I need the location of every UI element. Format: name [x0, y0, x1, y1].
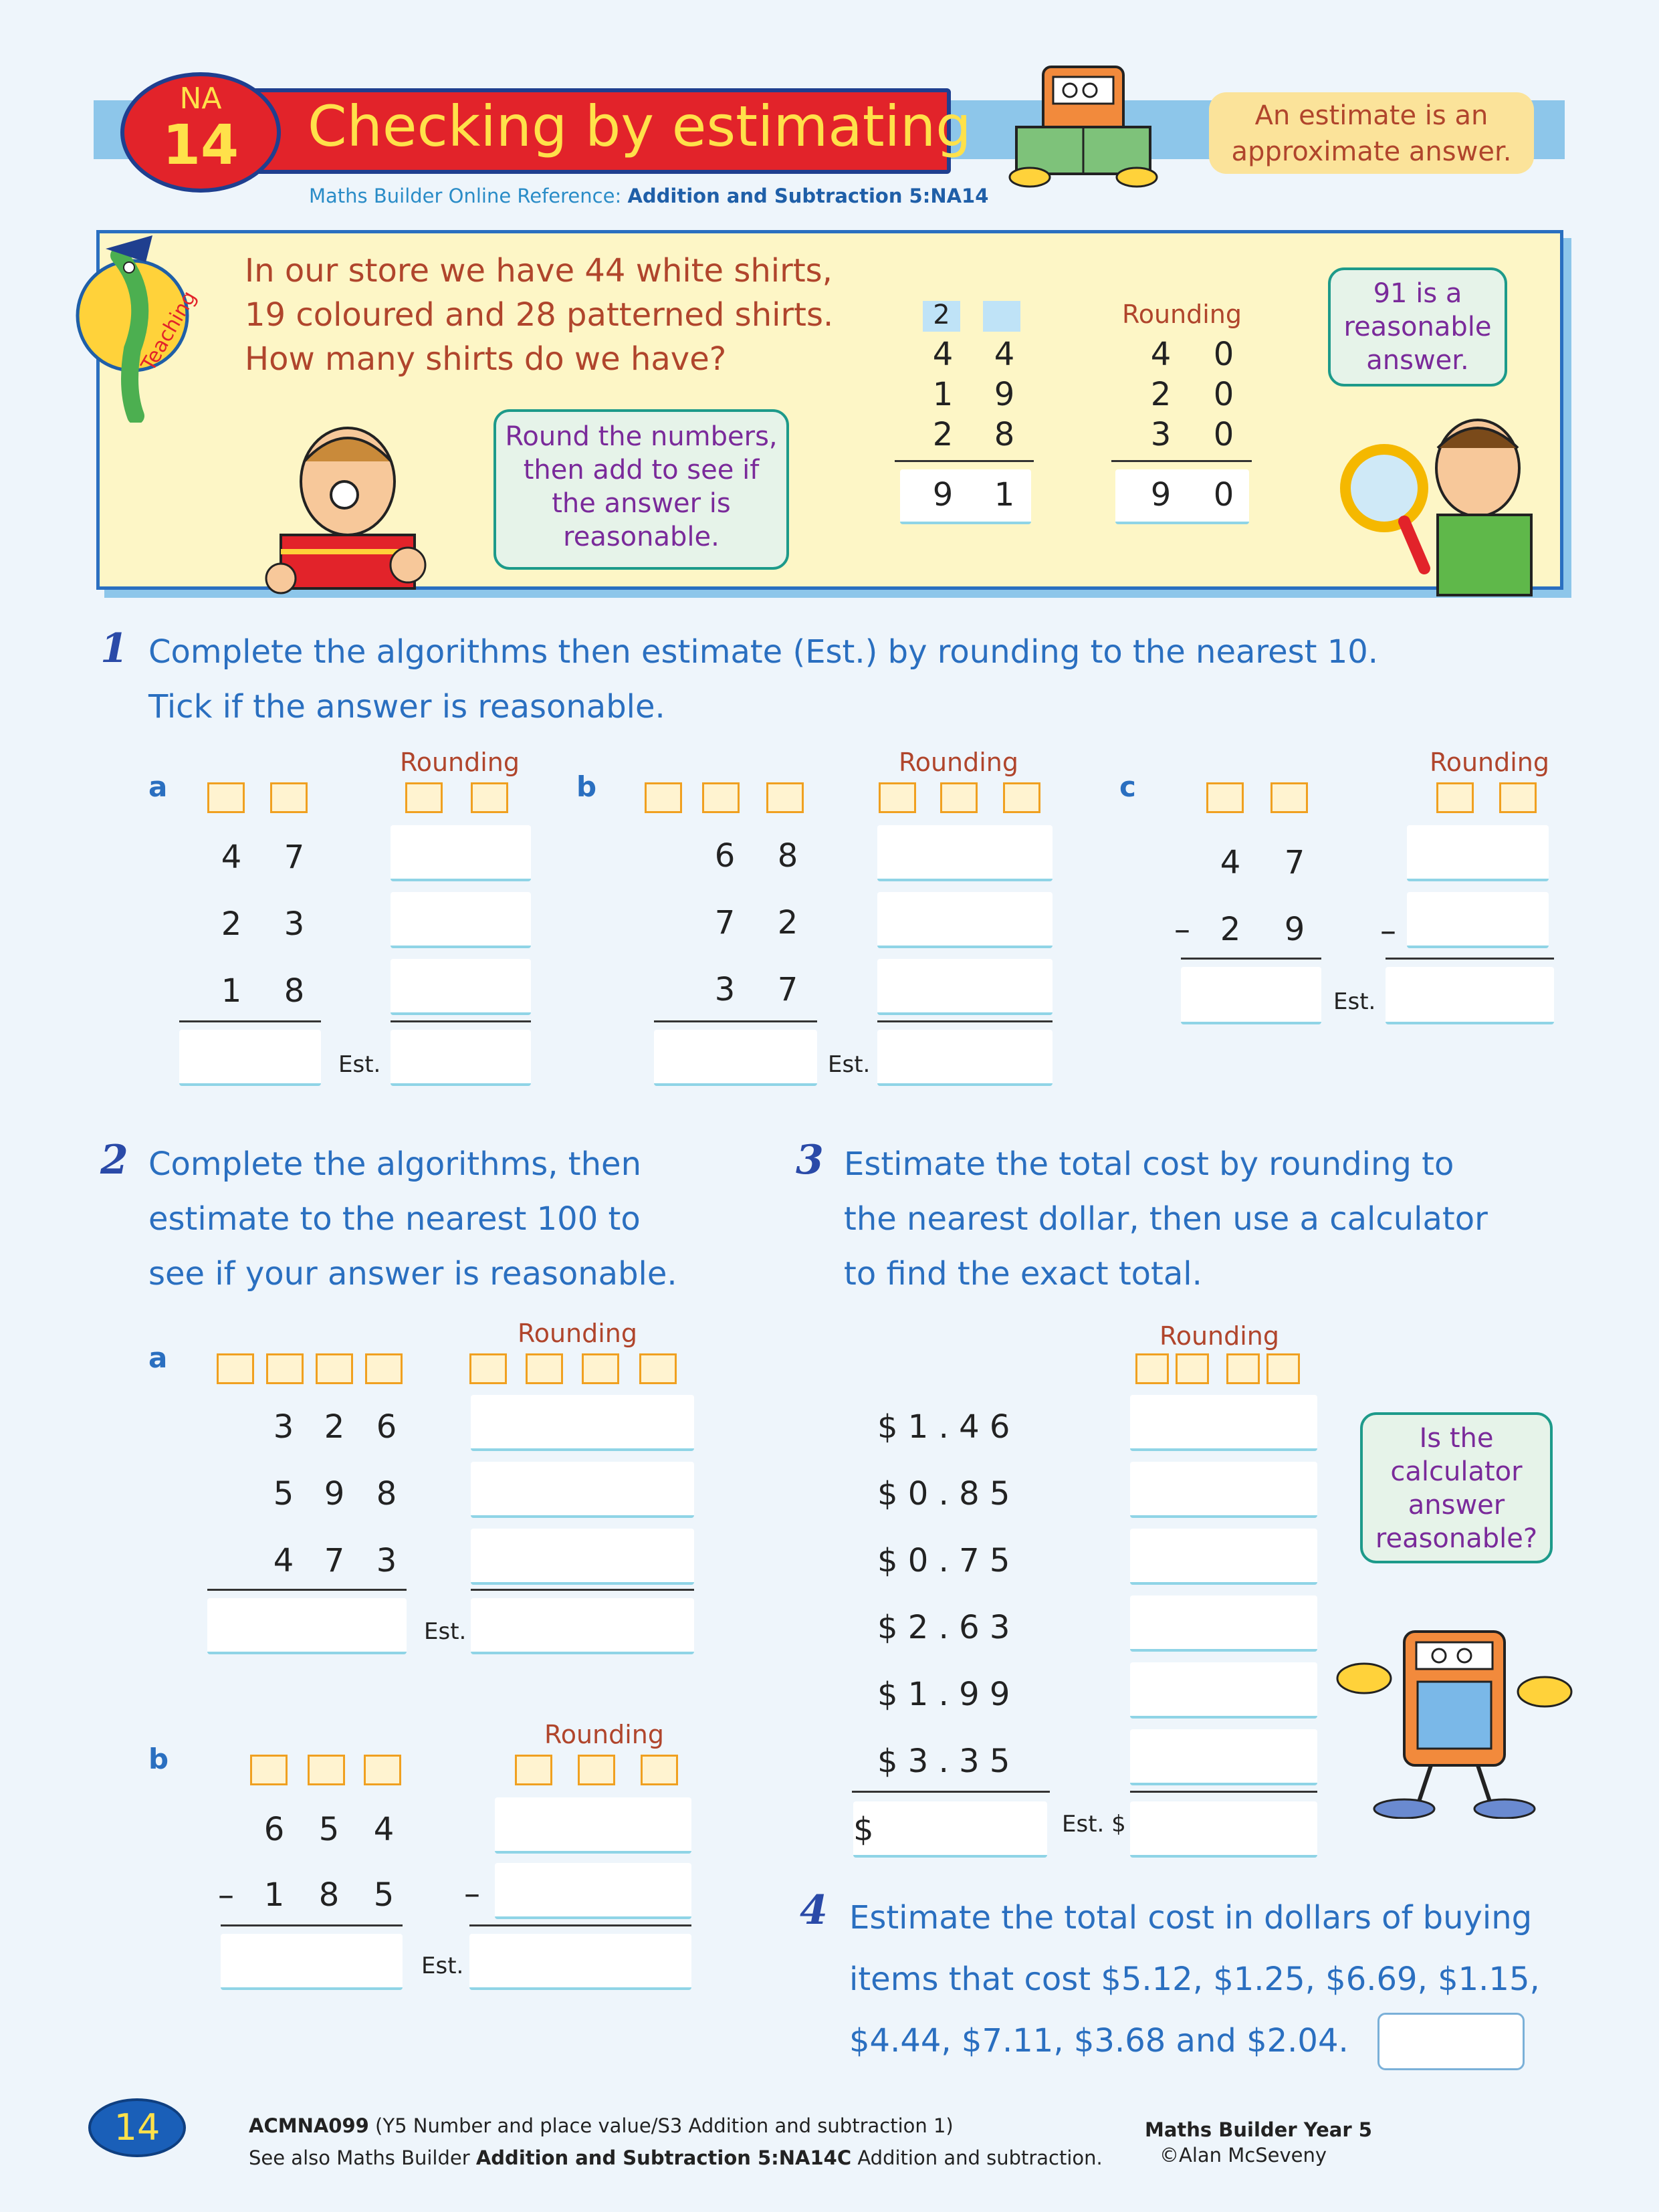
carry-box[interactable] [1499, 782, 1537, 813]
digit: 4 [1150, 336, 1172, 373]
digit: 8 [994, 416, 1015, 453]
bubble-line: answer. [1366, 345, 1469, 376]
digit: 2 [1150, 376, 1172, 413]
rounding-input[interactable] [877, 959, 1053, 1015]
answer-input[interactable] [1181, 967, 1321, 1024]
carry-box[interactable] [766, 782, 804, 813]
online-reference: Maths Builder Online Reference: Addition and Subtraction 5:NA14 [309, 185, 989, 207]
carry-box[interactable] [879, 782, 916, 813]
price-3: $ 0 . 7 5 [877, 1542, 1010, 1579]
q2-line1: Complete the algorithms, then [148, 1145, 641, 1183]
digit: 8 [376, 1475, 397, 1513]
rounding-input[interactable] [1130, 1462, 1317, 1518]
magnifying-glass-boy-illustration [1337, 401, 1565, 609]
estimate-input[interactable] [877, 1030, 1053, 1086]
rounding-input[interactable] [1130, 1729, 1317, 1785]
rounding-input[interactable] [495, 1797, 691, 1854]
sum-line [1111, 460, 1252, 462]
est-label: Est. [828, 1051, 871, 1078]
digit: 6 [714, 837, 736, 875]
dollar-sign: $ [853, 1811, 874, 1848]
estimate-input[interactable] [1386, 967, 1554, 1024]
estimate-input[interactable] [391, 1030, 531, 1086]
rounding-input[interactable] [471, 1395, 694, 1451]
curriculum-code [249, 2114, 954, 2137]
rounding-label: Rounding [1430, 748, 1549, 777]
digit: 9 [1150, 476, 1172, 514]
question-number-2: 2 [100, 1137, 128, 1184]
rounding-input[interactable] [877, 825, 1053, 881]
carry-box[interactable] [266, 1353, 304, 1384]
price-5: $ 1 . 9 9 [877, 1676, 1010, 1713]
rounding-label: Rounding [1122, 300, 1242, 329]
digit: 2 [324, 1408, 345, 1446]
reference-link[interactable]: Addition and Subtraction 5:NA14 [627, 185, 989, 207]
shrugging-calculator-icon [1331, 1618, 1578, 1819]
digit: 1 [994, 476, 1015, 514]
part-a-label: a [148, 770, 168, 803]
calculator-reading-icon [1003, 60, 1164, 194]
round-numbers-bubble [493, 409, 789, 570]
digit: 5 [273, 1475, 294, 1513]
digit: 6 [263, 1811, 285, 1848]
code: ACMNA099 [249, 2114, 369, 2137]
answer-input[interactable] [654, 1030, 817, 1086]
digit: 8 [318, 1876, 340, 1914]
teaching-line2: 19 coloured and 28 patterned shirts. [245, 296, 834, 334]
sum-line [654, 1020, 817, 1022]
digit: 0 [1213, 376, 1234, 413]
question-2-text [148, 1137, 677, 1301]
question-3-text [844, 1137, 1488, 1301]
boy-illustration [254, 408, 455, 595]
bubble-line: answer [1408, 1490, 1505, 1521]
est-label: Est. [1333, 988, 1376, 1015]
carry-box[interactable] [1003, 782, 1040, 813]
digit: 0 [1213, 476, 1234, 514]
bubble-line: 91 is a [1373, 278, 1462, 309]
digit: 2 [932, 416, 954, 453]
sum-line [1130, 1791, 1317, 1793]
carry-box [983, 301, 1020, 332]
rounding-input[interactable] [1130, 1662, 1317, 1719]
see-also [249, 2146, 1103, 2169]
minus-sign: – [1174, 911, 1190, 948]
question-1-text [148, 625, 1378, 734]
answer-input[interactable] [221, 1934, 403, 1990]
estimate-note-line1: An estimate is an [1254, 100, 1488, 131]
carry-box[interactable] [471, 782, 508, 813]
digit: 3 [273, 1408, 294, 1446]
question-number-1: 1 [100, 625, 128, 672]
estimate-input[interactable] [471, 1598, 694, 1654]
rounding-input[interactable] [391, 959, 531, 1015]
est-label: Est. [338, 1051, 381, 1078]
estimate-note [1209, 92, 1534, 174]
carry-box[interactable] [940, 782, 978, 813]
digit: 6 [376, 1408, 397, 1446]
sum-line [391, 1020, 531, 1022]
digit: 4 [994, 336, 1015, 373]
minus-sign: – [1380, 912, 1396, 950]
carry-box[interactable] [578, 1755, 615, 1785]
digit: 4 [932, 336, 954, 373]
rounding-input[interactable] [1407, 825, 1549, 881]
part-c-label: c [1119, 770, 1136, 803]
part-b-label: b [148, 1743, 169, 1775]
question-number-4: 4 [800, 1887, 828, 1934]
rounding-input[interactable] [471, 1462, 694, 1518]
digit: 0 [1213, 336, 1234, 373]
digit: 1 [221, 972, 242, 1010]
reasonable-answer-bubble [1328, 267, 1507, 386]
carry-box[interactable] [645, 782, 682, 813]
carry-digit: 2 [933, 300, 950, 330]
exact-total-input[interactable] [853, 1801, 1047, 1858]
digit: 5 [318, 1811, 340, 1848]
carry-box[interactable] [1206, 782, 1244, 813]
see-also-link[interactable]: Addition and Subtraction 5:NA14C [475, 2146, 852, 2169]
na-label: NA [179, 82, 222, 116]
carry-box[interactable] [207, 782, 245, 813]
carry-box[interactable] [270, 782, 308, 813]
estimate-input[interactable] [1130, 1801, 1317, 1858]
q4-line1: Estimate the total cost in dollars of buying [849, 1899, 1533, 1937]
part-b-label: b [576, 770, 597, 803]
carry-box[interactable] [1176, 1353, 1209, 1384]
digit: 3 [376, 1542, 397, 1579]
digit: 0 [1213, 416, 1234, 453]
page-title: Checking by estimating [308, 94, 972, 159]
book-title: Maths Builder Year 5 [1145, 2118, 1372, 2141]
carry-box[interactable] [702, 782, 740, 813]
carry-box[interactable] [365, 1353, 403, 1384]
teaching-fish-icon [72, 215, 206, 423]
carry-box[interactable] [1266, 1353, 1300, 1384]
teaching-badge-label: Teaching [136, 287, 201, 375]
digit: 9 [994, 376, 1015, 413]
q2-line3: see if your answer is reasonable. [148, 1255, 677, 1293]
digit: 7 [777, 971, 798, 1008]
teaching-line1: In our store we have 44 white shirts, [245, 252, 833, 290]
page-number: 14 [88, 2098, 186, 2157]
q3-line3: to find the exact total. [844, 1255, 1202, 1293]
bubble-line: the answer is [552, 488, 731, 519]
digit: 1 [932, 376, 954, 413]
carry-box[interactable] [1226, 1353, 1260, 1384]
teaching-problem [245, 249, 833, 381]
q4-answer-input[interactable] [1377, 2013, 1525, 2070]
sum-line [469, 1924, 691, 1926]
digit: 7 [324, 1542, 345, 1579]
answer-input[interactable] [207, 1598, 407, 1654]
q3-line1: Estimate the total cost by rounding to [844, 1145, 1454, 1183]
part-a-label: a [148, 1341, 168, 1374]
carry-box[interactable] [515, 1755, 552, 1785]
see-also-suffix: Addition and subtraction. [851, 2146, 1103, 2169]
see-also-prefix: See also Maths Builder [249, 2146, 476, 2169]
digit: 9 [932, 476, 954, 514]
carry-box[interactable] [469, 1353, 507, 1384]
q1-line1: Complete the algorithms then estimate (Est.) by rounding to the nearest 10. [148, 633, 1379, 671]
rounding-label: Rounding [400, 748, 520, 777]
carry-box[interactable] [641, 1755, 678, 1785]
sum-line [877, 1020, 1053, 1022]
digit: 3 [1150, 416, 1172, 453]
bubble-line: reasonable. [563, 522, 720, 552]
q3-line2: the nearest dollar, then use a calculator [844, 1200, 1488, 1238]
digit: 7 [714, 904, 736, 942]
digit: 2 [777, 904, 798, 942]
rounding-input[interactable] [391, 892, 531, 948]
estimate-note-line2: approximate answer. [1231, 136, 1512, 167]
rounding-input[interactable] [391, 825, 531, 881]
price-4: $ 2 . 6 3 [877, 1609, 1010, 1646]
rounding-label: Rounding [544, 1720, 664, 1749]
sum-line [221, 1924, 403, 1926]
est-label: Est. [424, 1618, 467, 1645]
teaching-line3: How many shirts do we have? [245, 340, 727, 378]
sum-line [471, 1589, 694, 1591]
rounding-label: Rounding [1159, 1321, 1279, 1351]
rounding-input[interactable] [1130, 1395, 1317, 1451]
estimate-input[interactable] [469, 1934, 691, 1990]
carry-box[interactable] [1436, 782, 1474, 813]
carry-box[interactable] [1135, 1353, 1169, 1384]
q4-line2: items that cost $5.12, $1.25, $6.69, $1.15, [849, 1961, 1540, 1998]
carry-box[interactable] [405, 782, 443, 813]
calculator-reasonable-bubble [1360, 1412, 1553, 1563]
digit: 4 [273, 1542, 294, 1579]
sum-line [1181, 958, 1321, 960]
code-description: (Y5 Number and place value/S3 Addition and subtraction 1) [368, 2114, 954, 2137]
rounding-input[interactable] [1130, 1595, 1317, 1652]
digit: 2 [1220, 911, 1241, 948]
q1-line2: Tick if the answer is reasonable. [148, 688, 665, 726]
rounding-label: Rounding [899, 748, 1018, 777]
digit: 7 [284, 839, 305, 876]
digit: 3 [714, 971, 736, 1008]
bubble-line: Round the numbers, [505, 421, 778, 452]
carry-box[interactable] [582, 1353, 619, 1384]
carry-box[interactable] [316, 1353, 353, 1384]
answer-input[interactable] [179, 1030, 321, 1086]
minus-sign: – [218, 1876, 234, 1914]
digit: 5 [373, 1876, 395, 1914]
minus-sign: – [464, 1875, 480, 1912]
bubble-line: calculator [1390, 1456, 1523, 1487]
price-2: $ 0 . 8 5 [877, 1475, 1010, 1513]
digit: 9 [324, 1475, 345, 1513]
bubble-line: reasonable [1343, 312, 1492, 342]
price-1: $ 1 . 4 6 [877, 1408, 1010, 1446]
rounding-input[interactable] [1407, 892, 1549, 948]
q4-line3: $4.44, $7.11, $3.68 and $2.04. [849, 2022, 1349, 2060]
digit: 7 [1284, 844, 1305, 881]
carry-box[interactable] [364, 1755, 401, 1785]
digit: 2 [221, 905, 242, 943]
carry-box[interactable] [217, 1353, 254, 1384]
digit: 9 [1284, 911, 1305, 948]
rounding-input[interactable] [495, 1863, 691, 1919]
rounding-label: Rounding [518, 1319, 637, 1348]
q2-line2: estimate to the nearest 100 to [148, 1200, 641, 1238]
digit: 8 [777, 837, 798, 875]
bubble-line: Is the [1419, 1423, 1494, 1454]
copyright: ©Alan McSeveny [1159, 2144, 1327, 2167]
carry-box[interactable] [1270, 782, 1308, 813]
carry-box[interactable] [250, 1755, 288, 1785]
digit: 4 [373, 1811, 395, 1848]
na-number: 14 [162, 114, 239, 177]
sum-line [895, 460, 1034, 462]
digit: 3 [284, 905, 305, 943]
carry-box[interactable] [639, 1353, 677, 1384]
carry-box[interactable] [526, 1353, 563, 1384]
digit: 1 [263, 1876, 285, 1914]
est-label: Est. [421, 1953, 464, 1979]
carry-box[interactable] [308, 1755, 345, 1785]
digit: 4 [1220, 844, 1241, 881]
digit: 8 [284, 972, 305, 1010]
digit: 4 [221, 839, 242, 876]
question-number-3: 3 [796, 1137, 824, 1184]
sum-line [852, 1791, 1050, 1793]
est-label: Est. $ [1062, 1811, 1126, 1838]
sum-line [179, 1020, 321, 1022]
sum-line [207, 1589, 407, 1591]
rounding-input[interactable] [1130, 1529, 1317, 1585]
rounding-input[interactable] [877, 892, 1053, 948]
bubble-line: reasonable? [1375, 1523, 1538, 1554]
price-6: $ 3 . 3 5 [877, 1743, 1010, 1780]
sum-line [1386, 958, 1554, 960]
bubble-line: then add to see if [523, 455, 760, 485]
rounding-input[interactable] [471, 1529, 694, 1585]
